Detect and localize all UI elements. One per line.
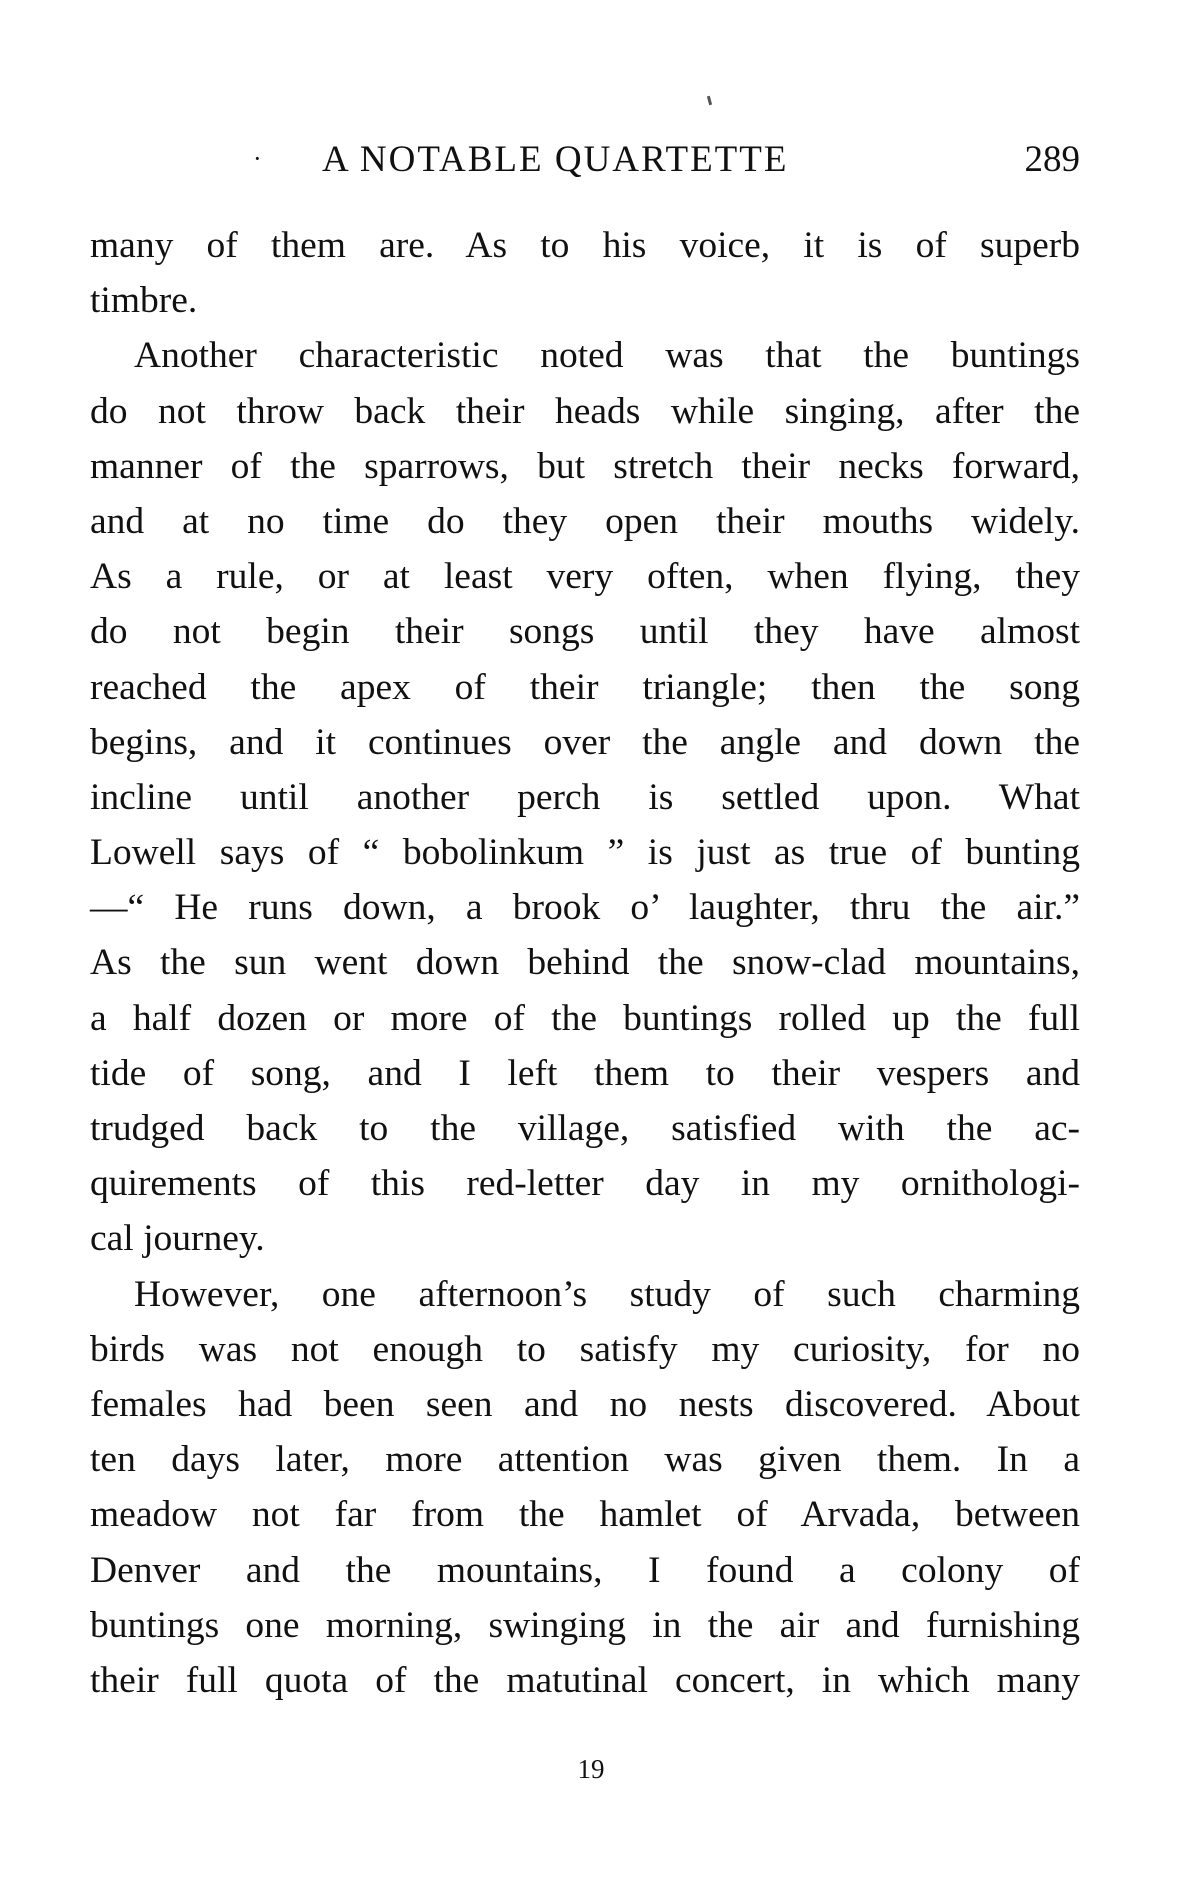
paragraph-start-line: Another characteristic noted was that the buntings xyxy=(134,335,1080,377)
text-line: tide of song, and I left them to their vespers and xyxy=(90,1052,1080,1094)
text-line: buntings one morning, swinging in the air and furnishing xyxy=(90,1604,1080,1646)
paragraph-start-line: However, one afternoon’s study of such charming xyxy=(134,1273,1080,1315)
text-line: As a rule, or at least very often, when flying, they xyxy=(90,556,1080,598)
text-line: their full quota of the matutinal concert, in which many xyxy=(90,1659,1080,1701)
text-line: do not throw back their heads while singing, after the xyxy=(90,390,1080,432)
text-line: As the sun went down behind the snow-clad mountains, xyxy=(90,942,1080,984)
text-line: quirements of this red-letter day in my ornithologi- xyxy=(90,1163,1080,1205)
text-line: incline until another perch is settled upon. What xyxy=(90,776,1080,818)
text-line: birds was not enough to satisfy my curiosity, for no xyxy=(90,1328,1080,1370)
text-line: Lowell says of “ bobolinkum ” is just as true of bunting xyxy=(90,832,1080,874)
text-line: meadow not far from the hamlet of Arvada, between xyxy=(90,1494,1080,1536)
text-line: trudged back to the village, satisfied with the ac- xyxy=(90,1108,1080,1149)
body-text xyxy=(90,218,1080,1708)
running-title: A NOTABLE QUARTETTE xyxy=(322,139,789,180)
text-line: cal journey. xyxy=(90,1218,265,1260)
text-line: and at no time do they open their mouths widely. xyxy=(90,500,1080,542)
header-mark: · xyxy=(253,144,262,173)
text-line: females had been seen and no nests discovered. About xyxy=(90,1383,1080,1425)
text-line: many of them are. As to his voice, it is of superb xyxy=(90,225,1080,266)
text-line: Denver and the mountains, I found a colony of xyxy=(90,1549,1080,1591)
text-line: —“ He runs down, a brook o’ laughter, thru the air.” xyxy=(90,887,1080,929)
page-number: 289 xyxy=(1024,139,1080,180)
running-header xyxy=(90,138,1080,188)
text-line: reached the apex of their triangle; then the song xyxy=(90,666,1080,708)
text-line: timbre. xyxy=(90,280,198,322)
text-line: manner of the sparrows, but stretch their necks forward, xyxy=(90,445,1080,487)
signature-mark: 19 xyxy=(577,1754,605,1784)
ink-speck xyxy=(707,96,712,105)
text-line: ten days later, more attention was given them. In a xyxy=(90,1439,1080,1481)
text-line: do not begin their songs until they have almost xyxy=(90,611,1080,653)
text-line: begins, and it continues over the angle and down the xyxy=(90,721,1080,763)
text-line: a half dozen or more of the buntings rolled up the full xyxy=(90,997,1080,1039)
